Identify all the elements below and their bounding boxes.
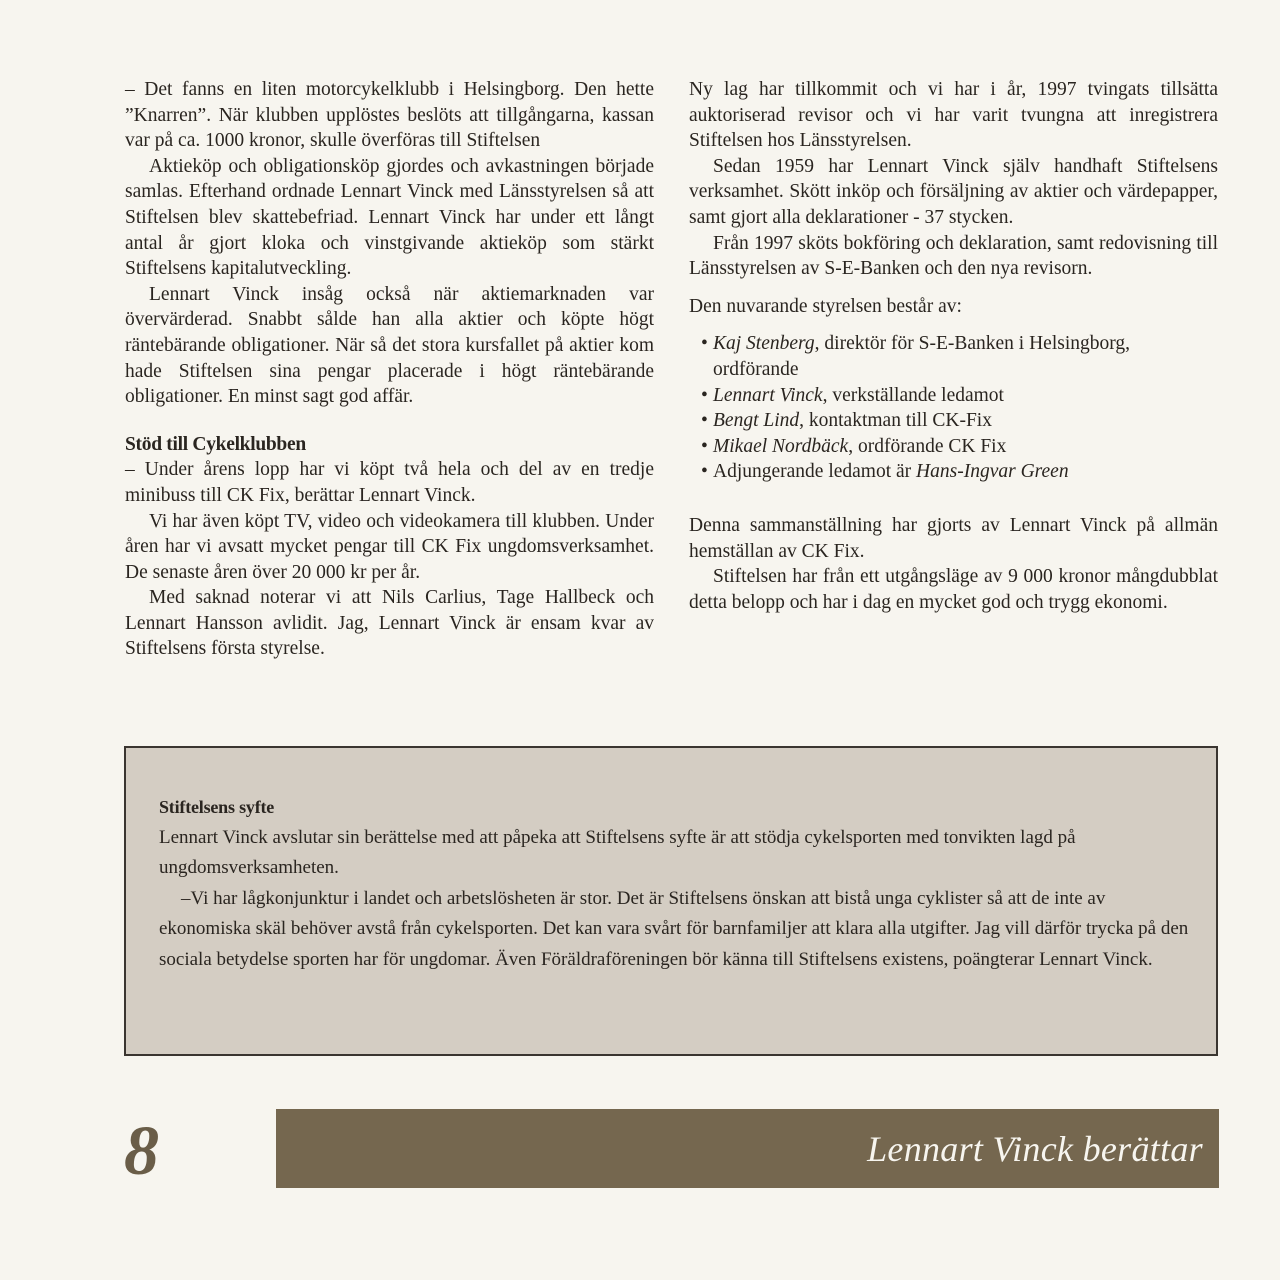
board-member-name: Bengt Lind: [713, 410, 800, 432]
board-member-name: Lennart Vinck: [713, 384, 823, 406]
list-item: [703, 434, 1218, 460]
paragraph: –Vi har lågkonjunktur i landet och arbetslösheten är stor. Det är Stiftelsens önskan att bistå unga cyklister så att de inte av ekonomiska skäl behöver avstå från cykelsporten. Det kan vara svårt för barnfamiljer att klara alla utgifter. Jag vill därför trycka på den sociala betydelse sporten har för ungdomar. Även Föräldraföreningen bör känna till Stiftelsens existens, poängterar Lennart Vinck.: [159, 887, 1189, 970]
board-member-role: , direktör för S-E-Banken i Helsingborg, ordförande: [713, 333, 1131, 380]
purpose-box: [124, 746, 1218, 1056]
paragraph: Denna sammanställning har gjorts av Lennart Vinck på allmän hemställan av CK Fix.: [689, 514, 1218, 562]
board-intro: Den nuvarande styrelsen består av:: [689, 295, 962, 317]
footer-banner: [276, 1109, 1219, 1188]
board-member-role: , kontaktman till CK-Fix: [799, 410, 992, 432]
board-member-role: , ordförande CK Fix: [848, 435, 1007, 457]
list-item: [703, 408, 1218, 434]
left-column: [125, 77, 654, 662]
purpose-box-title: Stiftelsens syfte: [159, 797, 275, 817]
paragraph: – Det fanns en liten motorcykelklubb i Helsingborg. Den hette ”Knarren”. När klubben upplöstes beslöts att tillgångarna, kassan var på ca. 1000 kronor, skulle överföras till Stiftelsen: [125, 79, 654, 152]
paragraph: Lennart Vinck avslutar sin berättelse med att påpeka att Stiftelsens syfte är att stödja cykelsporten med tonvikten lagd på ungdomsverksamheten.: [159, 826, 1076, 878]
board-member-name: Kaj Stenberg: [713, 333, 815, 355]
paragraph: Med saknad noterar vi att Nils Carlius, Tage Hallbeck och Lennart Hansson avlidit. Jag, Lennart Vinck är ensam kvar av Stiftelsens första styrelse.: [125, 587, 654, 660]
list-item: [703, 331, 1218, 382]
adjunct-prefix: Adjungerande ledamot är: [713, 461, 917, 483]
paragraph: Sedan 1959 har Lennart Vinck själv handhaft Stiftelsens verksamhet. Skött inköp och försäljning av aktier och värdepapper, samt gjort alla deklarationer - 37 stycken.: [689, 155, 1218, 228]
purpose-box-content: [159, 792, 1189, 975]
page-number: 8: [124, 1113, 159, 1190]
banner-title: Lennart Vinck berättar: [867, 1129, 1203, 1169]
paragraph: Stiftelsen har från ett utgångsläge av 9 000 kronor mångdubblat detta belopp och har i dag en mycket god och trygg ekonomi.: [689, 566, 1218, 613]
list-item: [703, 459, 1218, 485]
adjunct-name: Hans-Ingvar Green: [916, 461, 1069, 483]
section-heading: Stöd till Cykelklubben: [125, 433, 306, 455]
paragraph: Aktieköp och obligationsköp gjordes och avkastningen började samlas. Efterhand ordnade Lennart Vinck med Länsstyrelsen så att Stiftelsen blev skattebefriad. Lennart Vinck har under ett långt antal år gjort kloka och vinstgivande aktieköp som stärkt Stiftelsens kapitalutveckling.: [125, 155, 654, 280]
right-column: [689, 77, 1218, 615]
paragraph: – Under årens lopp har vi köpt två hela och del av en tredje minibuss till CK Fix, berättar Lennart Vinck.: [125, 459, 654, 506]
paragraph: Lennart Vinck insåg också när aktiemarknaden var övervärderad. Snabbt sålde han alla aktier och köpte högt räntebärande obligationer. När så det stora kursfallet på aktier kom hade Stiftelsen sina pengar placerade i högt räntebärande obligationer. En minst sagt god affär.: [125, 283, 654, 408]
paragraph: Ny lag har tillkommit och vi har i år, 1997 tvingats tillsätta auktoriserad revisor och vi har varit tvungna att inregistrera Stiftelsen hos Länsstyrelsen.: [689, 79, 1218, 152]
board-member-name: Mikael Nordbäck: [713, 435, 849, 457]
board-list: [689, 331, 1218, 485]
paragraph: Från 1997 sköts bokföring och deklaration, samt redovisning till Länsstyrelsen av S-E-Banken och den nya revisorn.: [689, 232, 1218, 280]
board-member-role: , verkställande ledamot: [822, 384, 1004, 406]
paragraph: Vi har även köpt TV, video och videokamera till klubben. Under åren har vi avsatt mycket pengar till CK Fix ungdomsverksamhet. De senaste åren över 20 000 kr per år.: [125, 510, 654, 583]
list-item: [703, 383, 1218, 409]
